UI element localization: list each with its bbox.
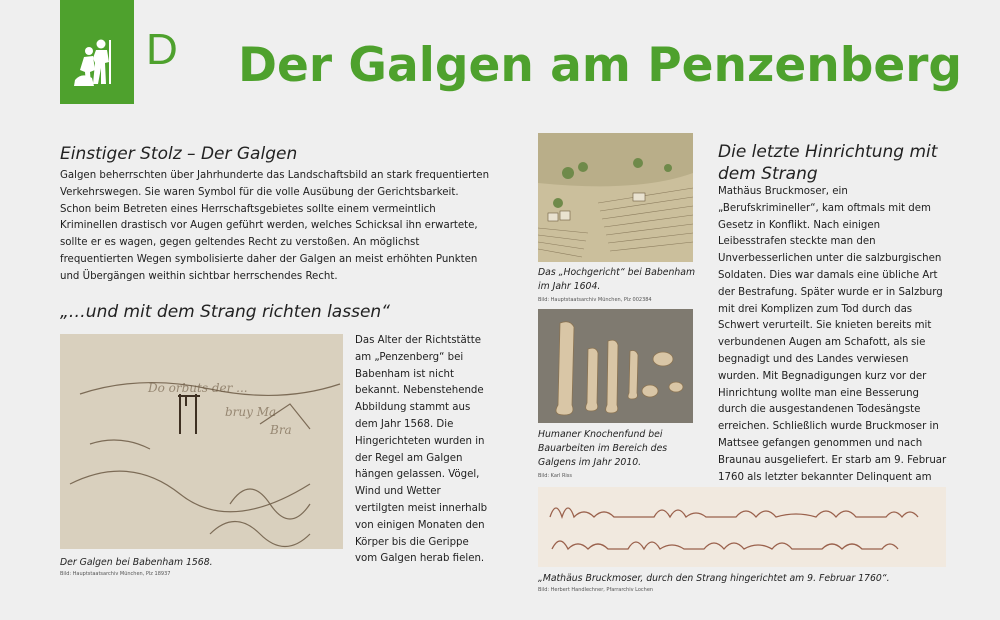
handwriting-credit: Bild: Herbert Handlechner, Pfarrarchiv Lochen [538,587,654,593]
hochgericht-caption: Das „Hochgericht“ bei Babenham im Jahr 1604. [538,267,695,292]
galgen-map-credit: Bild: Hauptstaatsarchiv München, Plz 18937 [60,571,171,577]
logo-box [60,0,134,104]
section-heading-galgen: Einstiger Stolz – Der Galgen [60,144,298,164]
section-letter: D [146,25,178,74]
svg-text:Bra: Bra [270,423,292,437]
bone-find-caption: Humaner Knochenfund bei Bauarbeiten im Bereich des Galgens im Jahr 2010. [538,429,668,468]
section-heading-hinrichtung: Die letzte Hinrichtung mit dem Strang [718,142,938,184]
hochgericht-map-drawing [538,133,693,262]
section-text-strang: Das Alter der Richtstätte am „Penzenberg“ bei Babenham ist nicht bekannt. Nebenstehende Abbildung stammt aus dem Jahr 1568. Die Hingerichteten wurden in der Regel am Galgen hängen gelassen. Vögel, Wind und Wetter vertilgten meist innerhalb von einigen Monaten den Körper bis die Gerippe vom Galgen herab fielen. [355,335,488,565]
galgen-map-caption: Der Galgen bei Babenham 1568. [60,557,213,568]
svg-text:Do orbuts der ...: Do orbuts der ... [148,381,248,395]
hochgericht-map-image [538,133,693,262]
galgen-map-drawing [60,334,343,549]
handwriting-caption: „Mathäus Bruckmoser, durch den Strang hingerichtet am 9. Februar 1760“. [538,573,890,584]
section-text-hinrichtung: Mathäus Bruckmoser, ein „Berufskrimineller“, kam oftmals mit dem Gesetz in Konflikt. Nach einigen Leibesstrafen steckte man den Unverbesserlichen unter die salzburgischen Soldaten. Dies war damals eine übliche Art der Bestrafung. Später wurde er in Salzburg mit drei Komplizen zum Tod durch das Schwert verurteilt. Sie knieten bereits mit verbundenen Augen am Schafott, als sie begnadigt und des Landes verwiesen wurden. Mit Begnadigungen kurz vor der Hinrichtung wollte man eine Besserung durch die ausgestandenen Todesängste erreichen. Schließlich wurde Bruckmoser in Mattsee gefangen genommen und nach Braunau ausgeliefert. Er starb am 9. Februar 1760 als letzter bekannter Delinquent am [718,186,947,483]
handwriting-record-drawing [538,487,946,567]
section-text-galgen: Galgen beherrschten über Jahrhunderte das Landschaftsbild an stark frequentierten Verkehrswegen. Sie waren Symbol für die volle Ausübung der Gerichtsbarkeit. Schon beim Betreten eines Herrschaftsgebietes sollte einem vermeintlich Kriminellen drastisch vor Augen geführt werden, welches Schicksal ihn erwartete, sollte er es wagen, gegen geltendes Recht zu verstoßen. An möglichst frequentierten Wegen symbolisierte daher der Galgen an meist erhöhten Punkten und Übergängen weithin sichtbar herrschendes Recht. [60,170,490,282]
hochgericht-credit: Bild: Hauptstaatsarchiv München, Plz 002384 [538,297,652,303]
page-title: Der Galgen am Penzenberg [238,38,963,93]
hiker-figures-icon [60,0,134,104]
bone-find-photo [538,309,693,423]
bone-find-credit: Bild: Karl Riss [538,473,573,479]
svg-text:bruy Ma: bruy Ma [225,405,277,419]
bone-find-drawing [538,309,693,423]
section-heading-strang: „…und mit dem Strang richten lassen“ [60,302,390,322]
handwriting-record-image [538,487,946,567]
galgen-map-image [60,334,343,549]
